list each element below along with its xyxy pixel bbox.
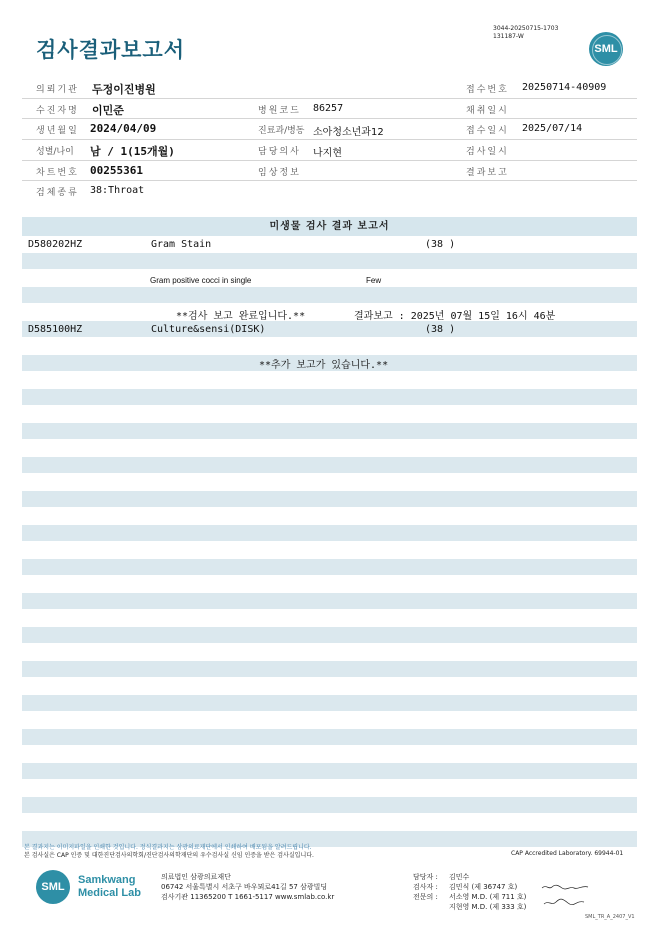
row-stripe bbox=[22, 695, 637, 711]
info-row bbox=[22, 140, 637, 161]
document-id: 3044-20250715-1703 131187-W bbox=[493, 25, 559, 40]
test1-specimen: (38 ) bbox=[425, 239, 456, 250]
row-stripe bbox=[22, 491, 637, 507]
disclaimer-image-copy: 본 결과지는 이미지파일을 인쇄한 것입니다. 정식결과지는 삼광의료재단에서 인쇄하여 배포됨을 알려드립니다. bbox=[24, 844, 312, 851]
cap-accreditation: CAP Accredited Laboratory. 69944-01 bbox=[511, 850, 624, 857]
label-birth-date: 생년월일 bbox=[36, 126, 79, 137]
value-doctor: 나지현 bbox=[313, 148, 342, 160]
row-stripe bbox=[22, 287, 637, 303]
staff-row: 검사자 : 김민식 (제 36747 호) bbox=[413, 883, 518, 891]
test2-additional-note: **추가 보고가 있습니다.** bbox=[259, 360, 389, 371]
form-code: SML_TR_A_2407_V1 bbox=[585, 914, 635, 920]
row-stripe bbox=[22, 729, 637, 745]
label-receipt-date: 접수일시 bbox=[466, 126, 509, 137]
row-stripe bbox=[22, 525, 637, 541]
row-stripe bbox=[22, 661, 637, 677]
footer-staff bbox=[413, 872, 526, 912]
value-receipt-number: 20250714-40909 bbox=[522, 82, 607, 93]
value-specimen-type: 38:Throat bbox=[90, 185, 145, 197]
value-requesting-institution: 두정이진병원 bbox=[92, 83, 156, 96]
disclaimer-accreditation: 본 검사실은 CAP 인증 및 대한진단검사의학회/진단검사의학재단의 우수검사실 신임 인증을 받은 검사실입니다. bbox=[24, 852, 314, 859]
staff-row: 지현영 M.D. (제 333 호) bbox=[449, 903, 527, 911]
label-result-report: 결과보고 bbox=[466, 167, 509, 178]
row-stripe bbox=[22, 763, 637, 779]
label-collection-time: 채취일시 bbox=[466, 105, 509, 116]
test2-name: Culture&sensi(DISK) bbox=[151, 324, 266, 335]
test2-code: D585100HZ bbox=[28, 324, 83, 335]
label-department: 진료과/병동 bbox=[258, 126, 305, 137]
label-requesting-institution: 의뢰기관 bbox=[36, 85, 79, 95]
row-stripe bbox=[22, 423, 637, 439]
row-stripe bbox=[22, 321, 637, 337]
row-stripe bbox=[22, 253, 637, 269]
info-row bbox=[22, 119, 637, 140]
test1-complete-note: **검사 보고 완료입니다.** bbox=[176, 311, 306, 322]
value-hospital-code: 86257 bbox=[313, 102, 344, 114]
info-row bbox=[22, 78, 637, 99]
row-stripe bbox=[22, 593, 637, 609]
label-specimen-type: 검체종류 bbox=[36, 188, 79, 199]
test1-amount: Few bbox=[366, 276, 382, 285]
label-patient-name: 수진자명 bbox=[36, 105, 79, 116]
row-stripe bbox=[22, 559, 637, 575]
footer-brand: Samkwang Medical Lab bbox=[78, 874, 141, 899]
test1-finding: Gram positive cocci in single bbox=[150, 276, 252, 285]
patient-info-table bbox=[22, 78, 637, 202]
label-hospital-code: 병원코드 bbox=[258, 105, 301, 116]
value-birth-date: 2024/04/09 bbox=[90, 122, 157, 136]
test1-code: D580202HZ bbox=[28, 239, 83, 250]
label-doctor: 담당의사 bbox=[258, 147, 301, 158]
label-chart-number: 차트번호 bbox=[36, 167, 79, 178]
footer-address: 의료법인 삼광의료재단 06742 서울특별시 서초구 바우뫼로41길 57 삼광빌딩 검사기관 11365200 T 1661-5117 www.smlab.co.kr bbox=[161, 873, 335, 901]
footer-sml-logo: SML bbox=[36, 870, 70, 904]
row-stripe bbox=[22, 457, 637, 473]
row-stripe bbox=[22, 797, 637, 813]
label-test-date: 검사일시 bbox=[466, 147, 509, 158]
sml-logo: SML bbox=[589, 32, 623, 66]
row-stripe bbox=[22, 627, 637, 643]
results-section-title: 미생물 검사 결과 보고서 bbox=[22, 217, 637, 236]
value-patient-name: 이민준 bbox=[92, 103, 124, 117]
staff-row: 전문의 : 서소영 M.D. (제 711 호) bbox=[413, 893, 527, 901]
info-row bbox=[22, 181, 637, 202]
test2-specimen: (38 ) bbox=[425, 324, 456, 335]
info-row bbox=[22, 99, 637, 120]
staff-row: 담당자 : 김민수 bbox=[413, 873, 470, 881]
label-receipt-number: 접수번호 bbox=[466, 85, 509, 95]
value-department: 소아청소년과12 bbox=[313, 127, 384, 139]
value-receipt-date: 2025/07/14 bbox=[522, 123, 583, 135]
label-clinical-info: 임상정보 bbox=[258, 167, 301, 178]
signature-image bbox=[540, 880, 590, 910]
value-sex-age: 남 / 1(15개월) bbox=[90, 145, 175, 159]
info-row bbox=[22, 161, 637, 182]
row-stripe bbox=[22, 389, 637, 405]
value-chart-number: 00255361 bbox=[90, 163, 143, 177]
test1-name: Gram Stain bbox=[151, 239, 212, 250]
report-title: 검사결과보고서 bbox=[36, 38, 186, 62]
label-sex-age: 성별/나이 bbox=[36, 147, 74, 158]
test1-report-time: 결과보고 : 2025년 07월 15일 16시 46분 bbox=[354, 311, 556, 322]
